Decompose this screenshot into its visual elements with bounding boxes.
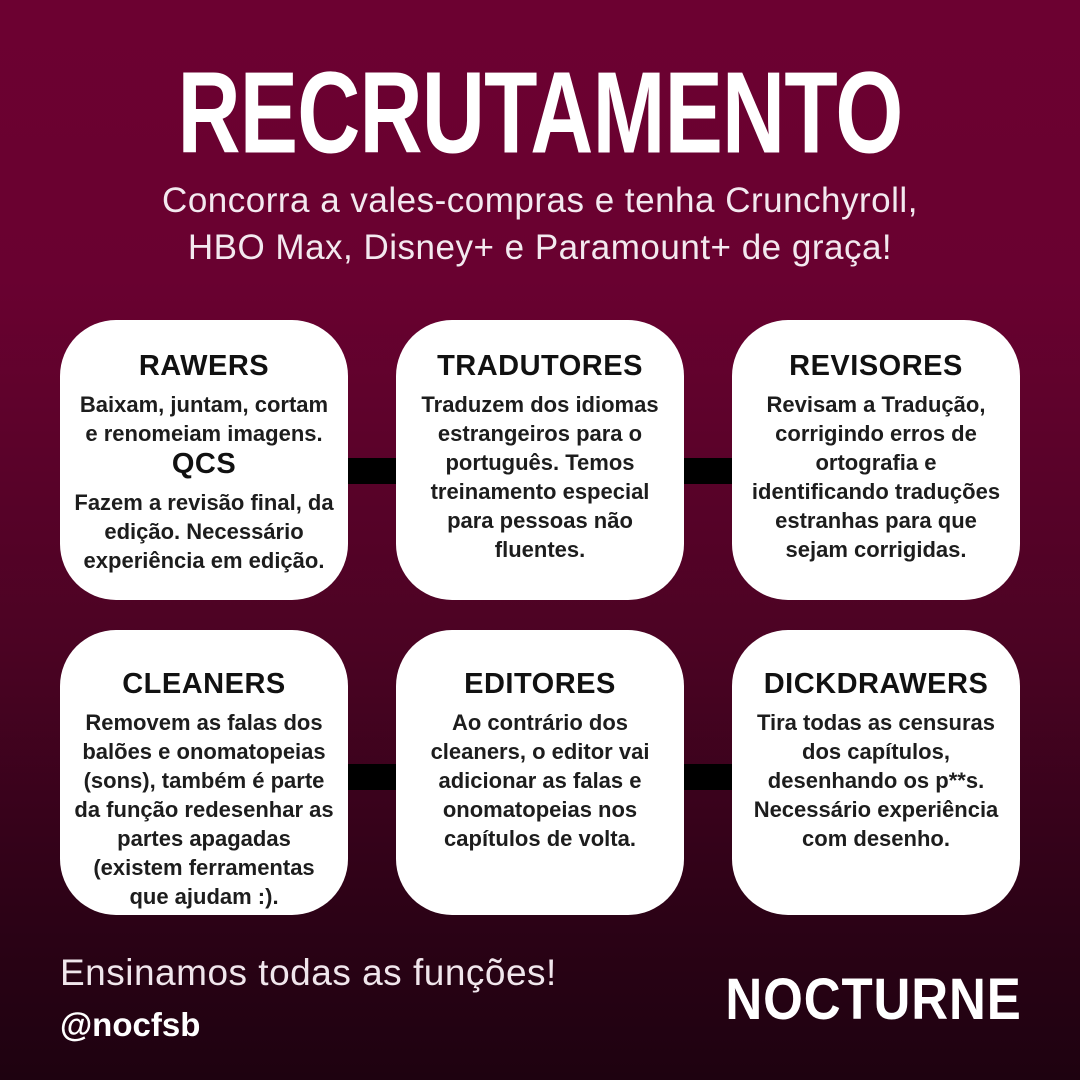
- subtitle-line-1: Concorra a vales-compras e tenha Crunchyroll,: [162, 181, 918, 220]
- role-card-cleaners: [60, 630, 348, 915]
- role-card-heading: RAWERS: [138, 350, 270, 382]
- subtitle-line-2: HBO Max, Disney+ e Paramount+ de graça!: [187, 227, 893, 267]
- role-card-editores: [396, 630, 684, 915]
- group-logo: NOCTURNE: [725, 967, 1022, 1032]
- role-card-heading: CLEANERS: [122, 668, 286, 700]
- social-handle-text: @nocfsb: [60, 1006, 201, 1043]
- role-card-body: Ao contrário dos cleaners, o editor vai adicionar as falas e onomatopeias nos capítulos de volta.: [430, 710, 650, 852]
- role-card-heading: REVISORES: [789, 350, 963, 382]
- role-card-body: Traduzem dos idiomas estrangeiros para o português. Temos treinamento especial para pessoas não fluentes.: [421, 392, 659, 563]
- role-card-tradutores: [396, 320, 684, 600]
- role-card-revisores: [732, 320, 1020, 600]
- role-card-heading: DICKDRAWERS: [763, 668, 989, 700]
- role-card-heading: EDITORES: [464, 668, 616, 700]
- role-card-heading: TRADUTORES: [437, 350, 643, 382]
- role-card-heading: QCS: [171, 448, 237, 481]
- footer-teach-text: Ensinamos todas as funções!: [60, 952, 557, 993]
- role-card-dickdrawers: [732, 630, 1020, 915]
- role-card-body: Fazem a revisão final, da edição. Necessário experiência em edição.: [74, 490, 334, 574]
- role-card-body: Revisam a Tradução, corrigindo erros de ortografia e identificando traduções estranhas para que sejam corrigidas.: [751, 392, 1001, 563]
- poster-title: RECRUTAMENTO: [177, 47, 903, 178]
- poster-subtitle: [0, 178, 1080, 271]
- role-card-body: Baixam, juntam, cortam e renomeiam imagens.: [79, 392, 329, 447]
- role-card-rawers-qcs: [60, 320, 348, 600]
- role-card-body: Tira todas as censuras dos capítulos, desenhando os p**s. Necessário experiência com desenho.: [753, 710, 999, 852]
- role-card-body: Removem as falas dos balões e onomatopeias (sons), também é parte da função redesenhar as partes apagadas (existem ferramentas que ajudam :).: [74, 710, 334, 910]
